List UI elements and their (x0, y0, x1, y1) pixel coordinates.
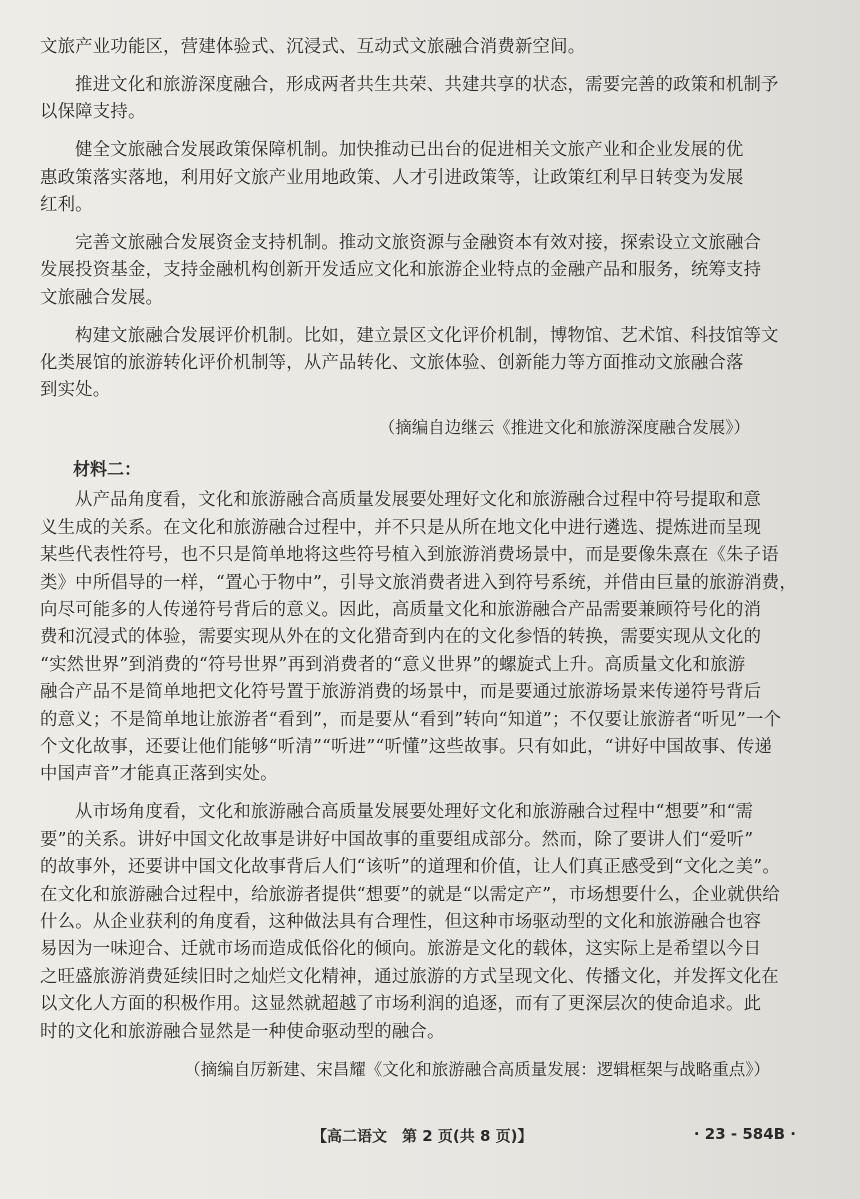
material-two-heading: 材料二： (73, 460, 141, 481)
text-line: 的故事外，还要讲中国文化故事背后人们“该听”的道理和价值，让人们真正感受到“文化之美”。 (40, 857, 780, 878)
text-line: “实然世界”到消费的“符号世界”再到消费者的“意义世界”的螺旋式上升。高质量文化和旅游 (40, 654, 746, 675)
text-line: 发展投资基金，支持金融机构创新开发适应文化和旅游企业特点的金融产品和服务，统筹支持 (40, 260, 762, 281)
paragraph (40, 34, 790, 61)
footer-page-info: 【高二语文 第 2 页(共 8 页)】 (312, 1127, 533, 1145)
paragraph (40, 323, 790, 405)
source-citation-1: （摘编自边继云《推进文化和旅游深度融合发展》） (378, 418, 750, 438)
text-line: 文旅产业功能区，营建体验式、沉浸式、互动式文旅融合消费新空间。 (40, 37, 586, 57)
text-line: 构建文旅融合发展评价机制。比如，建立景区文化评价机制，博物馆、艺术馆、科技馆等文 (75, 325, 779, 346)
text-line: 费和沉浸式的体验，需要实现从外在的文化猎奇到内在的文化参悟的转换，需要实现从文化的 (40, 627, 762, 648)
footer-exam-code: · 23 - 584B · (693, 1125, 796, 1143)
text-line: 中国声音”才能真正落到实处。 (40, 764, 278, 785)
text-line: 易因为一味迎合、迁就市场而造成低俗化的倾向。旅游是文化的载体，这实际上是希望以今日 (40, 939, 762, 960)
text-line: 文旅融合发展。 (40, 287, 164, 308)
material-one-continuation (40, 34, 790, 405)
text-line: 红利。 (40, 195, 93, 216)
text-line: 之旺盛旅游消费延续旧时之灿烂文化精神，通过旅游的方式呈现文化、传播文化，并发挥文化在 (40, 966, 779, 987)
text-line: 某些代表性符号，也不只是简单地将这些符号植入到旅游消费场景中，而是要像朱熹在《朱子语 (40, 545, 779, 566)
text-line: 推进文化和旅游深度融合，形成两者共生共荣、共建共享的状态，需要完善的政策和机制予 (75, 74, 779, 95)
text-line: 在文化和旅游融合过程中，给旅游者提供“想要”的就是“以需定产”，市场想要什么，企业就供给 (40, 884, 780, 905)
page-footer (0, 1125, 860, 1151)
paragraph (40, 799, 790, 1046)
text-line: 什么。从企业获利的角度看，这种做法具有合理性，但这种市场驱动型的文化和旅游融合也容 (40, 911, 762, 932)
text-line: 的意义；不是简单地让旅游者“看到”，而是要从“看到”转向“知道”；不仅要让旅游者“听见”一个 (40, 709, 782, 730)
material-two-body (40, 487, 797, 1046)
text-line: 惠政策落实落地，利用好文旅产业用地政策、人才引进政策等，让政策红利早日转变为发展 (40, 167, 744, 188)
text-line: 到实处。 (40, 380, 111, 401)
paragraph (40, 230, 790, 312)
text-line: 以保障支持。 (40, 102, 146, 123)
text-line: 类》中所倡导的一样，“置心于物中”，引导文旅消费者进入到符号系统，并借由巨量的旅游消费， (40, 572, 797, 593)
text-line: 义生成的关系。在文化和旅游融合过程中，并不只是从所在地文化中进行遴选、提炼进而呈现 (40, 517, 762, 538)
source-citation-2: （摘编自厉新建、宋昌耀《文化和旅游融合高质量发展：逻辑框架与战略重点》） (184, 1059, 770, 1079)
paragraph (40, 137, 790, 219)
text-line: 向尽可能多的人传递符号背后的意义。因此，高质量文化和旅游融合产品需要兼顾符号化的消 (40, 600, 762, 620)
paragraph (40, 487, 797, 788)
text-line: 以文化人方面的积极作用。这显然就超越了市场利润的追逐，而有了更深层次的使命追求。此 (40, 994, 762, 1015)
text-line: 化类展馆的旅游转化评价机制等，从产品转化、文旅体验、创新能力等方面推动文旅融合落 (40, 353, 744, 374)
text-line: 融合产品不是简单地把文化符号置于旅游消费的场景中，而是要通过旅游场景来传递符号背后 (40, 682, 762, 703)
text-line: 时的文化和旅游融合显然是一种使命驱动型的融合。 (40, 1021, 445, 1042)
text-line: 从市场角度看，文化和旅游融合高质量发展要处理好文化和旅游融合过程中“想要”和“需 (75, 802, 754, 823)
text-line: 从产品角度看，文化和旅游融合高质量发展要处理好文化和旅游融合过程中符号提取和意 (75, 490, 762, 511)
paragraph (40, 72, 790, 127)
text-line: 个文化故事，还要让他们能够“听清”“听进”“听懂”这些故事。只有如此，“讲好中国故事、传递 (40, 737, 773, 758)
text-line: 要”的关系。讲好中国文化故事是讲好中国故事的重要组成部分。然而，除了要讲人们“爱听” (40, 829, 754, 850)
text-line: 完善文旅融合发展资金支持机制。推动文旅资源与金融资本有效对接，探索设立文旅融合 (75, 232, 762, 253)
text-line: 健全文旅融合发展政策保障机制。加快推动已出台的促进相关文旅产业和企业发展的优 (75, 140, 744, 161)
